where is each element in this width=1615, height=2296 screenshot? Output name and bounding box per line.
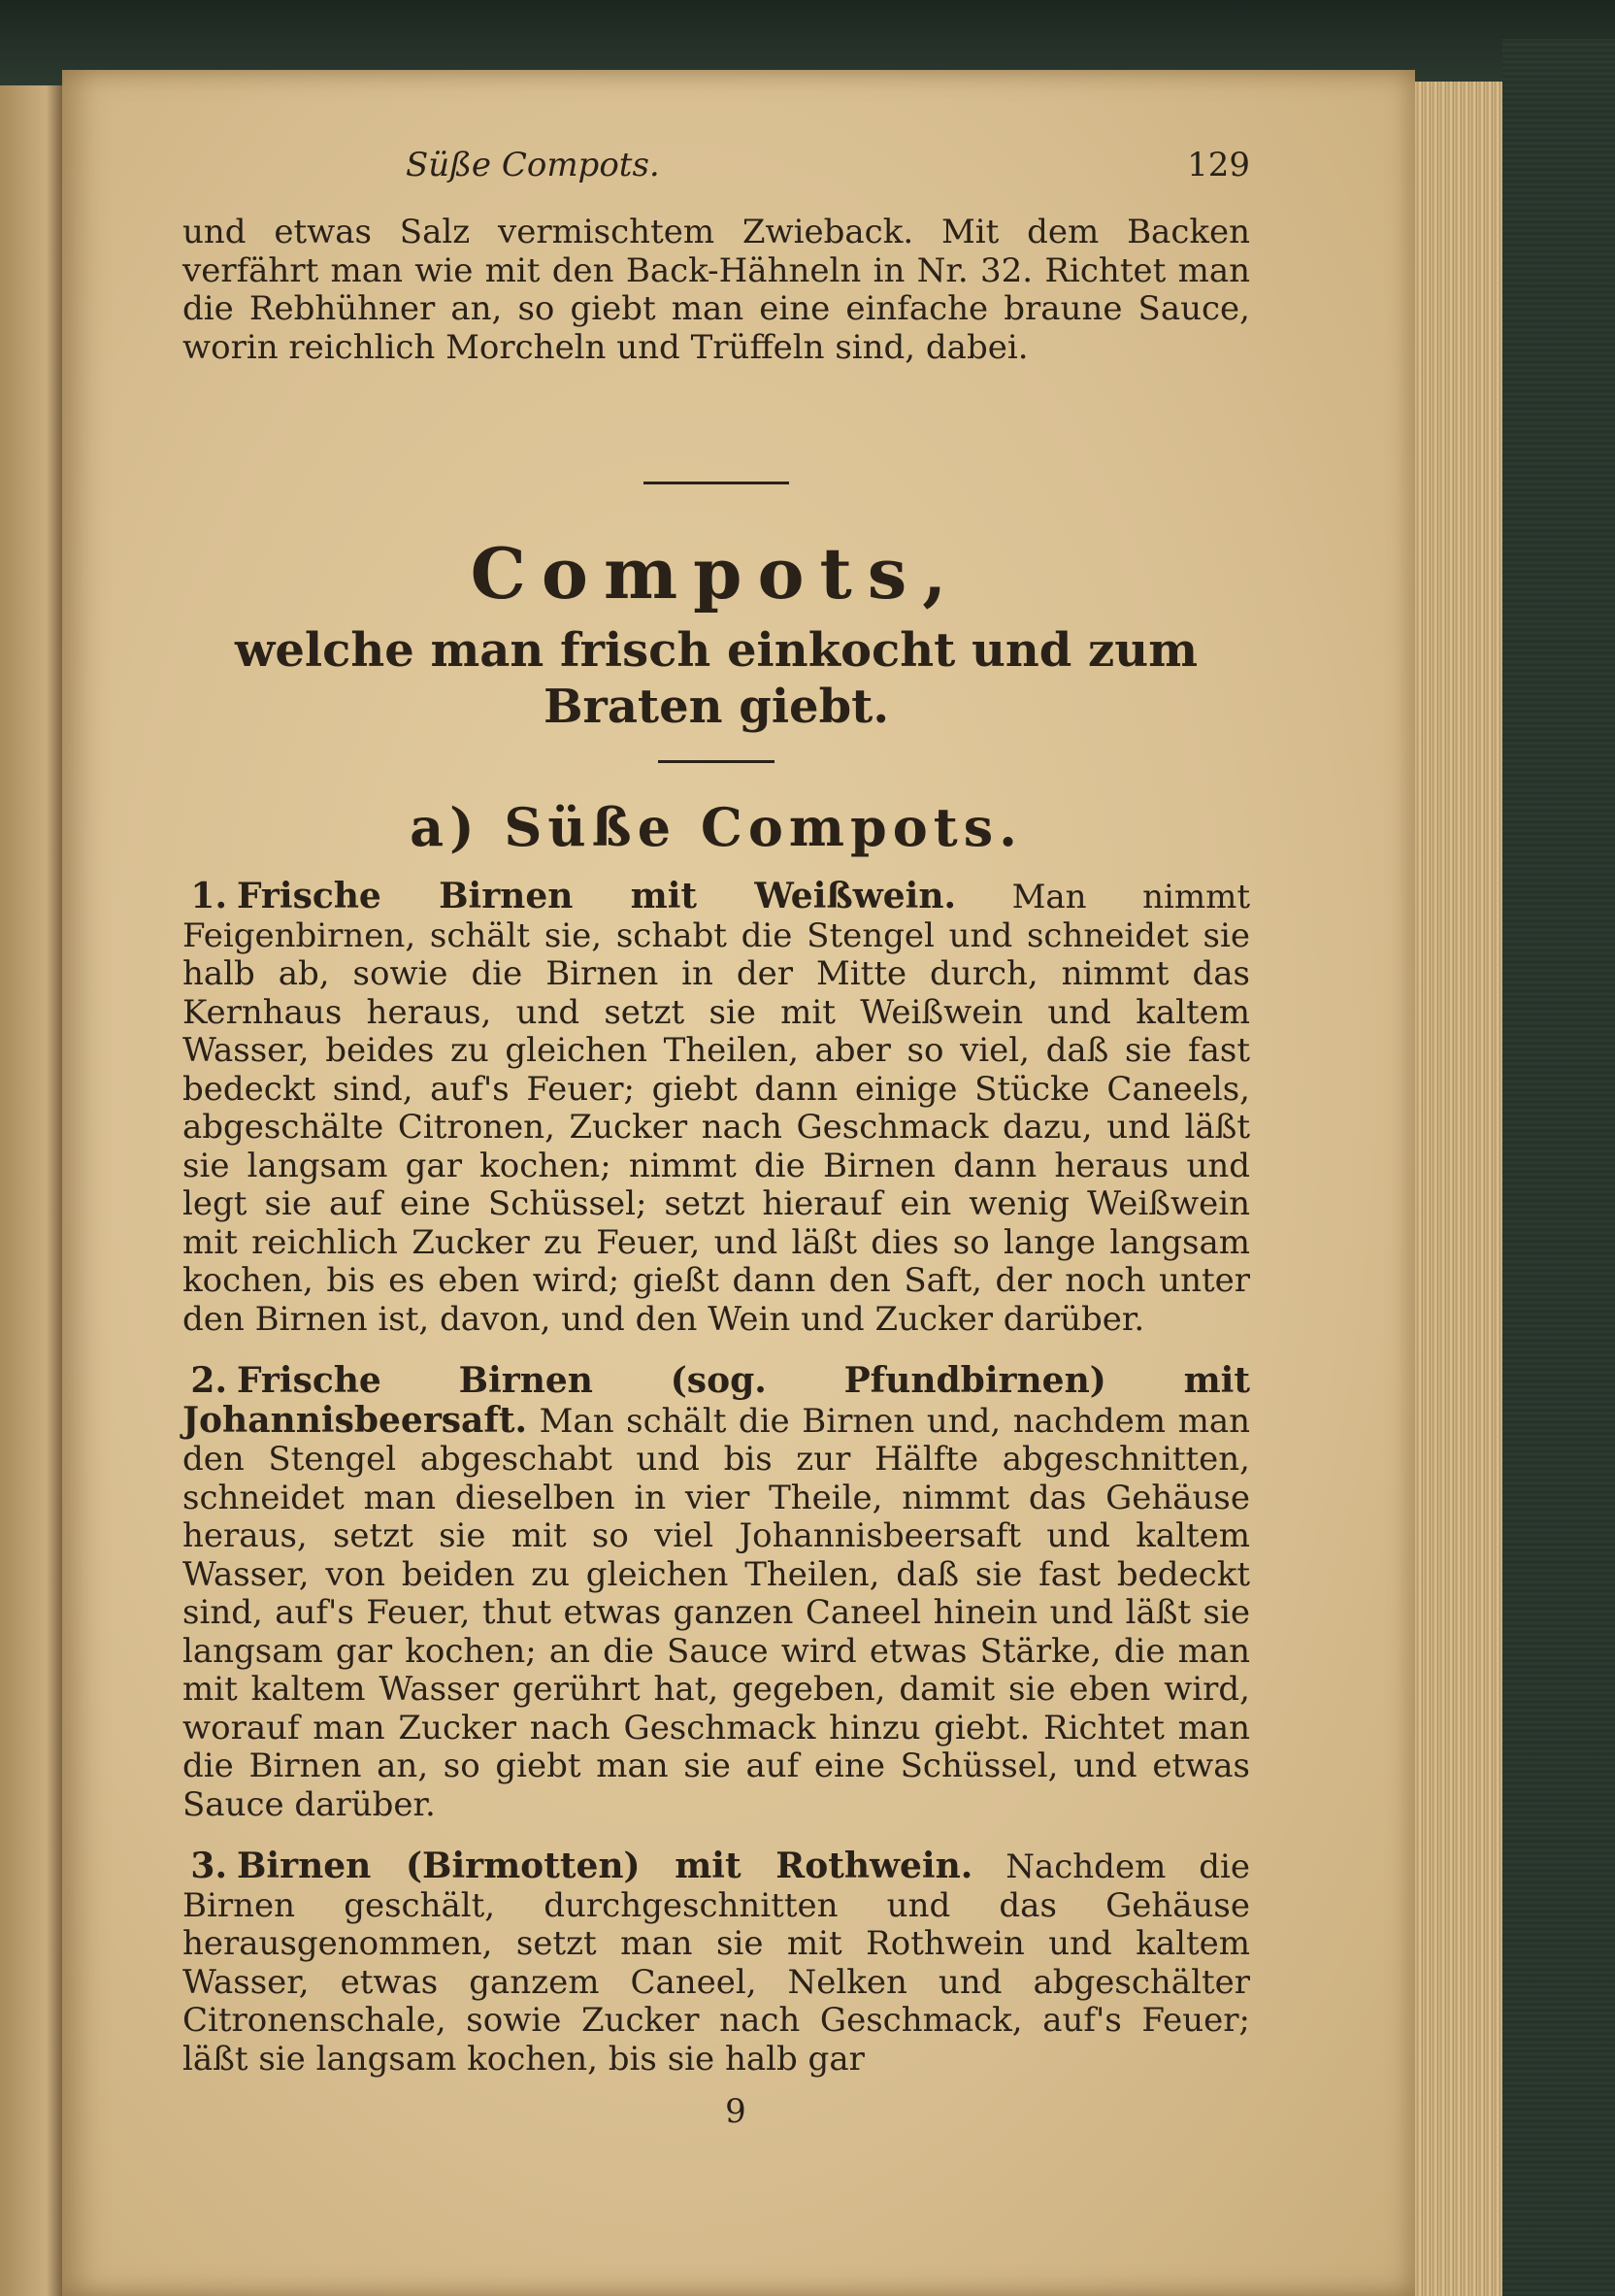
section-heading: a) Süße Compots. xyxy=(410,796,1023,858)
page-block-edges xyxy=(1415,82,1502,2296)
book-cover-right xyxy=(1502,39,1615,2296)
recipe-2 xyxy=(182,1362,1250,1824)
recipe-title: Frische Birnen mit Weißwein. xyxy=(237,876,957,916)
facing-page-edge xyxy=(0,85,66,2296)
running-title: Süße Compots. xyxy=(406,146,660,184)
running-header xyxy=(182,146,1250,200)
recipe-title: Birnen (Birmotten) mit Rothwein. xyxy=(237,1846,973,1886)
recipe-number: 1. xyxy=(190,876,227,916)
recipe-text: Man schält die Birnen und, nachdem man den Stengel abgeschabt und bis zur Hälfte abgeschnitten, schneidet man dieselben in vier Theile, nimmt das Gehäuse heraus, setzt sie mit so viel Johannisbeersaft und kaltem Wasser, von beiden zu gleichen Theilen, daß sie fast bedeckt sind, auf's Feuer, thut etwas ganzen Caneel hinein und läßt sie langsam gar kochen; an die Sauce wird etwas Stärke, die man mit kaltem Wasser gerührt hat, gegeben, damit sie eben wird, worauf man Zucker nach Geschmack hinzu giebt. Richtet man die Birnen an, so giebt man sie auf eine Schüssel, und etwas Sauce darüber. xyxy=(182,1401,1250,1824)
recipe-text: Nachdem die Birnen geschält, durchgeschnitten und das Gehäuse herausgenommen, setzt man sie mit Rothwein und kaltem Wasser, etwas ganzem Caneel, Nelken und abgeschälter Citronenschale, sowie Zucker nach Geschmack, auf's Feuer; läßt sie langsam kochen, bis sie halb gar xyxy=(182,1847,1250,2079)
signature-mark: 9 xyxy=(725,2092,746,2131)
chapter-title: Compots, xyxy=(470,532,963,615)
recipe-number: 3. xyxy=(190,1846,227,1886)
divider-rule xyxy=(643,482,789,484)
page-number: 129 xyxy=(1187,146,1250,184)
recipe-title: Frische Birnen (sog. Pfundbirnen) mit Johannisbeersaft. xyxy=(182,1360,1250,1441)
chapter-subtitle: welche man frisch einkocht und zum Braten giebt. xyxy=(235,623,1198,734)
divider-rule xyxy=(658,760,775,763)
recipe-3 xyxy=(182,1847,1250,2079)
recipe-number: 2. xyxy=(190,1360,227,1401)
page-content xyxy=(182,146,1250,2131)
recipe-1 xyxy=(182,878,1250,1339)
intro-paragraph: und etwas Salz vermischtem Zwieback. Mit dem Backen verfährt man wie mit den Back-Hähneln in Nr. 32. Richtet man die Rebhühner an, so giebt man eine einfache braune Sauce, worin reichlich Morcheln und Trüffeln sind, dabei. xyxy=(182,213,1250,367)
recipe-text: Man nimmt Feigenbirnen, schält sie, schabt die Stengel und schneidet sie halb ab, sowie die Birnen in der Mitte durch, nimmt das Kernhaus heraus, und setzt sie mit Weißwein und kaltem Wasser, beides zu gleichen Theilen, aber so viel, daß sie fast bedeckt sind, auf's Feuer; giebt dann einige Stücke Caneels, abgeschälte Citronen, Zucker nach Geschmack dazu, und läßt sie langsam gar kochen; nimmt die Birnen dann heraus und legt sie auf eine Schüssel; setzt hierauf ein wenig Weißwein mit reichlich Zucker zu Feuer, und läßt dies so lange langsam kochen, bis es eben wird; gießt dann den Saft, der noch unter den Birnen ist, davon, und den Wein und Zucker darüber. xyxy=(182,878,1250,1339)
